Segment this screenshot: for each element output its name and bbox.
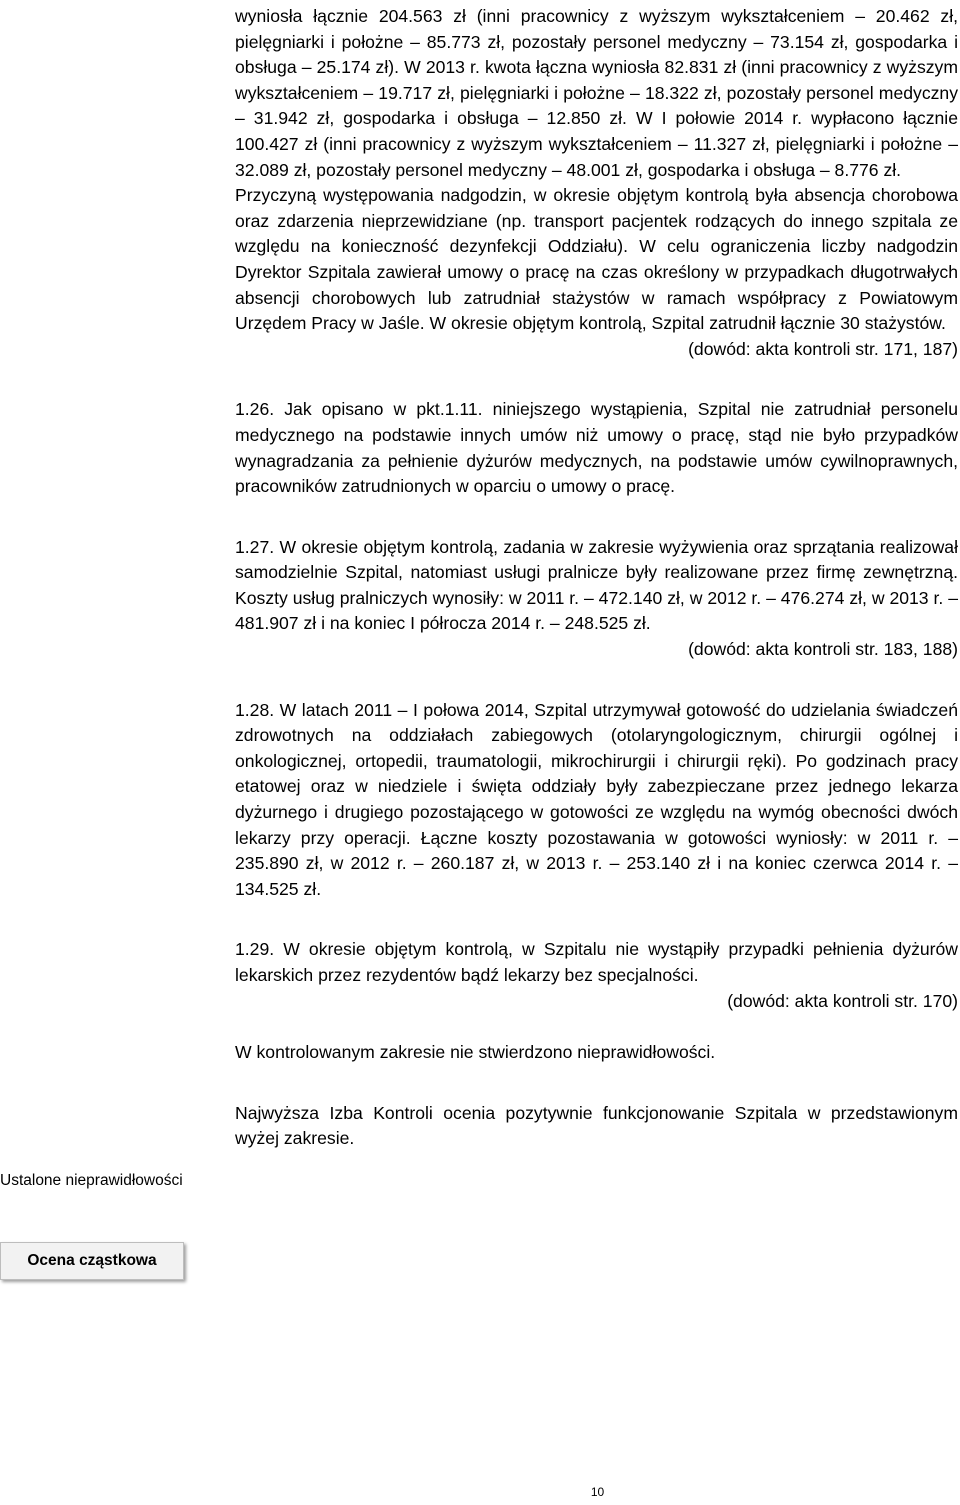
partial-assessment-box (0, 1242, 184, 1280)
paragraph-1-28: 1.28. W latach 2011 – I połowa 2014, Szpital utrzymywał gotowość do udzielania świadczeń zdrowotnych na oddziałach zabiegowych (otolaryngologicznym, chirurgii ogólnej i onkologicznej, ortopedii, traumatologii, mikrochirurgii i chirurgii ręki). Po godzinach pracy etatowej oraz w niedziele i święta oddziały były zabezpieczane przez jednego lekarza dyżurnego i drugiego pozostającego w gotowości ze względu na wymóg obecności dwóch lekarzy przy operacji. Łączne koszty pozostawania w gotowości wyniosły: w 2011 r. – 235.890 zł, w 2012 r. – 260.187 zł, w 2013 r. – 253.140 zł i na koniec czerwca 2014 r. – 134.525 zł. (235, 699, 958, 899)
paragraph-1-27: 1.27. W okresie objętym kontrolą, zadania w zakresie wyżywienia oraz sprzątania realizował samodzielnie Szpital, natomiast usługi pralnicze były realizowane przez firmę zewnętrzną. Koszty usług pralniczych wynosiły: w 2011 r. – 472.140 zł, w 2012 r. – 476.274 zł, w 2013 r. – 481.907 zł i na koniec I półrocza 2014 r. – 248.525 zł. (235, 536, 958, 634)
paragraph-overtime-totals: wyniosła łącznie 204.563 zł (inni pracownicy z wyższym wykształceniem – 20.462 zł, pielęgniarki i położne – 85.773 zł, pozostały personel medyczny – 73.154 zł, gospodarka i obsługa – 25.174 zł). W 2013 r. kwota łączna wyniosła 82.831 zł (inni pracownicy z wyższym wykształceniem – 19.717 zł, pielęgniarki i położne – 18.322 zł, pozostały personel medyczny – 31.942 zł, gospodarka i obsługa – 12.850 zł. W I połowie 2014 r. wypłacono łącznie 100.427 zł (inni pracownicy z wyższym wykształceniem – 11.327 zł, pielęgniarki i położne – 32.089 zł, pozostały personel medyczny – 48.001 zł, gospodarka i obsługa – 8.776 zł. (235, 6, 958, 180)
partial-assessment-label: Ocena cząstkowa (27, 1252, 157, 1269)
paragraph-overtime-reasons: Przyczyną występowania nadgodzin, w okresie objętym kontrolą była absencja chorobowa oraz zdarzenia nieprzewidziane (np. transport pacjentek rodzących do innego szpitala ze względu na konieczność dezynfekcji Oddziału). W celu ograniczenia liczby nadgodzin Dyrektor Szpitala zawierał umowy o pracę na czas określony w przypadkach długotrwałych absencji chorobowych lub zatrudniał stażystów w ramach współpracy z Powiatowym Urzędem Pracy w Jaśle. W okresie objętym kontrolą, Szpital zatrudnił łącznie 30 stażystów. (235, 185, 958, 334)
sidebar (0, 1170, 185, 1269)
paragraph-1-29: 1.29. W okresie objętym kontrolą, w Szpitalu nie wystąpiły przypadki pełnienia dyżurów lekarskich przez rezydentów bądź lekarzy bez specjalności. (235, 939, 958, 985)
page-number: 10 (590, 1485, 605, 1499)
proof-reference-3: (dowód: akta kontroli str. 170) (727, 990, 958, 1011)
proof-reference-2: (dowód: akta kontroli str. 183, 188) (688, 639, 958, 660)
proof-reference-1: (dowód: akta kontroli str. 171, 187) (688, 338, 958, 359)
paragraph-1-26: 1.26. Jak opisano w pkt.1.11. niniejszego wystąpienia, Szpital nie zatrudniał personelu medycznego na podstawie innych umów niż umowy o pracę, stąd nie było przypadków wynagradzania za pełnienie dyżurów medycznych, na podstawie umów cywilnoprawnych, pracowników zatrudnionych w oparciu o umowy o pracę. (235, 399, 958, 497)
finding-statement: W kontrolowanym zakresie nie stwierdzono nieprawidłowości. (235, 1042, 716, 1063)
assessment-statement: Najwyższa Izba Kontroli ocenia pozytywnie funkcjonowanie Szpitala w przedstawionym wyżej zakresie. (235, 1102, 958, 1149)
main-text (235, 4, 958, 1152)
sidebar-label: Ustalone nieprawidłowości (0, 1172, 183, 1189)
